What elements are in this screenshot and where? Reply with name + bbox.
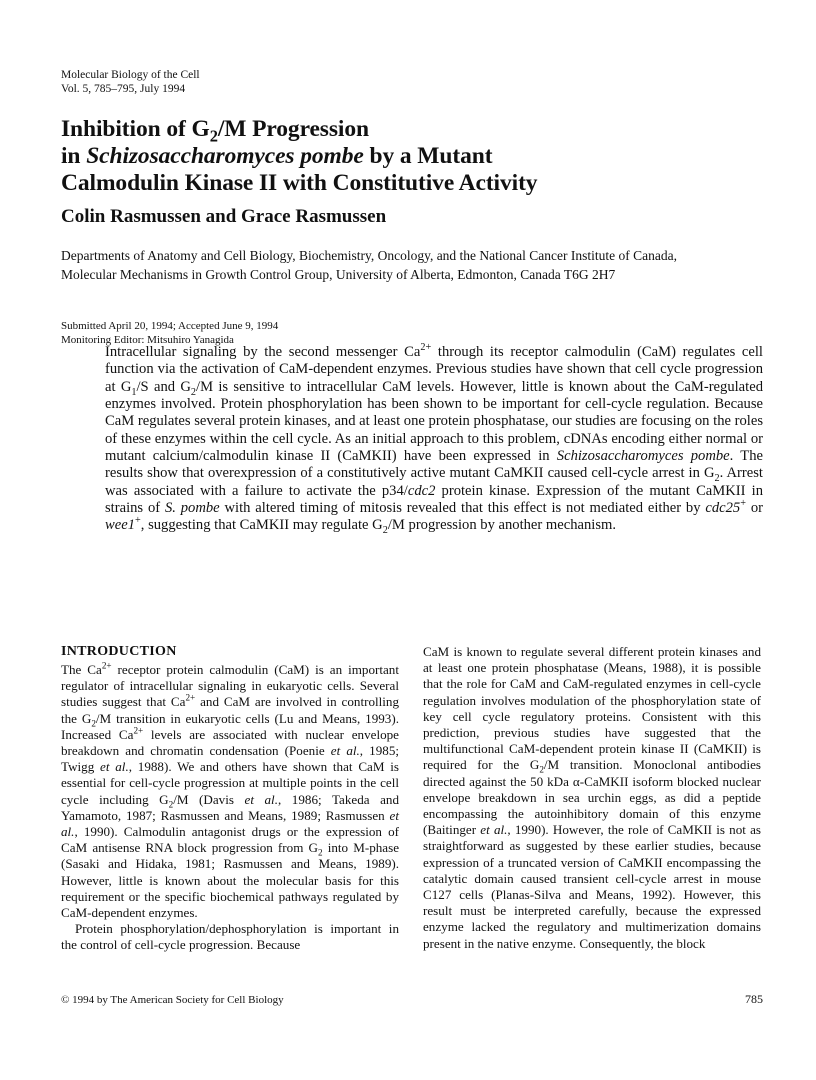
title-text: by a Mutant bbox=[363, 143, 493, 169]
monitoring-editor: Monitoring Editor: Mitsuhiro Yanagida bbox=[61, 334, 234, 346]
title-text: /M Progression bbox=[217, 116, 369, 142]
authors: Colin Rasmussen and Grace Rasmussen bbox=[61, 206, 387, 227]
intro-paragraph-2: Protein phosphorylation/dephosphorylation is important in the control of cell-cycle progression. Because bbox=[61, 921, 399, 953]
affiliation: Departments of Anatomy and Cell Biology, Biochemistry, Oncology, and the National Cancer Institute of Canada, Molecular Mechanisms in Growth Control Group, University of Alberta, Edmonton, Canada T6G 2H7 bbox=[61, 248, 677, 282]
right-column bbox=[423, 644, 761, 952]
intro-paragraph-1: The $Ca^{2+}$ receptor protein calmodulin (CaM) is an important regulator of intracellular signaling in eukaryotic cells. Several studies suggest that $Ca^{2+}$ and CaM are involved in controlling the $G_2/M$ transition in eukaryotic cells (Lu and Means, 1993). Increased $Ca^{2+}$ levels are associated with nuclear envelope breakdown and chromatin condensation (Poenie et al., 1985; Twigg et al., 1988). We and others have shown that CaM is essential for cell-cycle progression at multiple points in the cell cycle including $G_2/M$ (Davis et al., 1986; Takeda and Yamamoto, 1987; Rasmussen and Means, 1989; Rasmussen et al., 1990). Calmodulin antagonist drugs or the expression of CaM antisense RNA block progression from $G_2$ into M-phase (Sasaki and Hidaka, 1981; Rasmussen and Means, 1989). However, little is known about the molecular basis for this requirement or the specific biochemical pathways regulated by CaM-dependent enzymes. bbox=[61, 660, 400, 921]
copyright-notice: © 1994 by The American Society for Cell Biology bbox=[61, 994, 284, 1006]
page-number: 785 bbox=[745, 992, 763, 1006]
section-heading-introduction: INTRODUCTION bbox=[61, 644, 177, 659]
title-subscript: 2 bbox=[209, 126, 218, 146]
submission-info bbox=[61, 319, 278, 347]
title-text: Inhibition of G bbox=[61, 116, 210, 142]
journal-name: Molecular Biology of the Cell bbox=[61, 69, 200, 81]
title-organism: Schizosaccharomyces pombe bbox=[86, 143, 364, 169]
left-column bbox=[61, 644, 399, 954]
title-text: Calmodulin Kinase II with Constitutive Activity bbox=[61, 170, 538, 196]
title-text: in bbox=[61, 143, 87, 169]
journal-citation: Vol. 5, 785–795, July 1994 bbox=[61, 83, 186, 95]
submission-dates: Submitted April 20, 1994; Accepted June 9, 1994 bbox=[61, 320, 279, 332]
abstract: Intracellular signaling by the second messenger $Ca^{2+}$ through its receptor calmodulin (CaM) regulates cell function via the activation of CaM-dependent enzymes. Previous studies have shown that cell cycle progression at $G_1/S$ and $G_2/M$ is sensitive to intracellular CaM levels. However, little is known about the CaM-regulated enzymes involved. Protein phosphorylation has been shown to be important for cell-cycle regulation. Because CaM regulates several protein kinases, and at least one protein phosphatase, our studies are focusing on the roles of these enzymes within the cell cycle. As an initial approach to this problem, cDNAs encoding either normal or mutant calcium/calmodulin kinase II (CaMKII) have been expressed in Schizosaccharomyces pombe. The results show that overexpression of a constitutively active mutant CaMKII caused cell-cycle arrest in $G_2$. Arrest was associated with a failure to activate the p34/cdc2 protein kinase. Expression of the mutant CaMKII in strains of S. pombe with altered timing of mitosis revealed that this effect is not mediated either by cdc25+ or wee1+, suggesting that CaMKII may regulate $G_2/M$ progression by another mechanism. bbox=[105, 342, 764, 537]
article-title bbox=[61, 116, 761, 197]
intro-paragraph-3: CaM is known to regulate several different protein kinases and at least one protein phosphatase (Means, 1988), it is possible that the role for CaM and CaM-regulated enzymes in cell-cycle regulation involves modulation of the phosphorylation state of key cell cycle regulatory proteins. Consistent with this prediction, previous studies have suggested that the multifunctional CaM-dependent protein kinase II (CaMKII) is required for the $G_2/M$ transition. Monoclonal antibodies directed against the 50 kDa α-CaMKII isoform blocked nuclear envelope breakdown in sea urchin eggs, as did a peptide encompassing the autoinhibitory domain of this enzyme (Baitinger et al., 1990). However, the role of CaMKII is not as straightforward as suggested by these earlier studies, because expression of a truncated version of CaMKII encompassing the catalytic domain caused transient cell-cycle arrest in mouse C127 cells (Planas-Silva and Means, 1992). However, this result must be interpreted carefully, because the expressed enzyme lacked the regulatory and multimerization domains present in the native enzyme. Consequently, the block bbox=[423, 644, 762, 951]
journal-header bbox=[61, 68, 200, 96]
